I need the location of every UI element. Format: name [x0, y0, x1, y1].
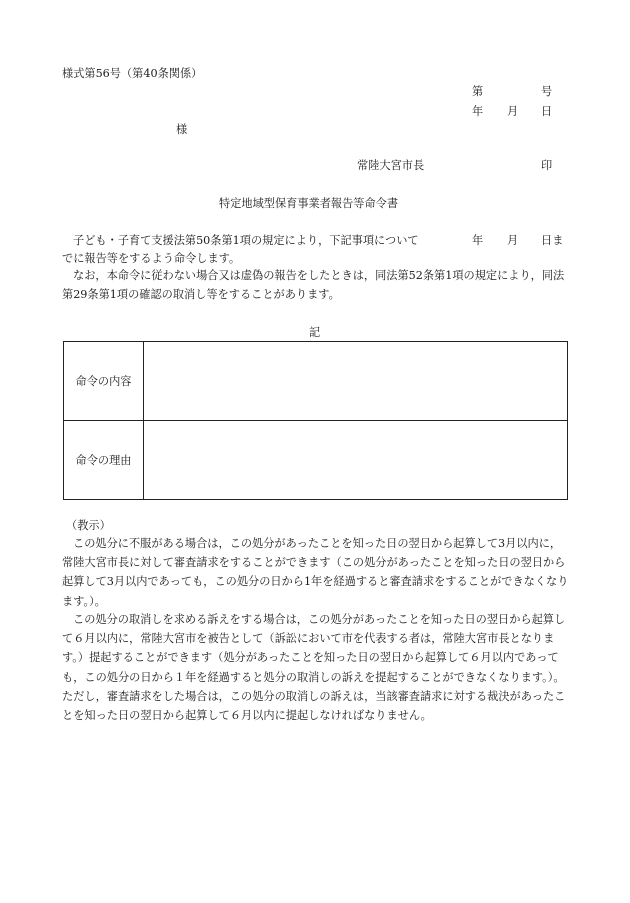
seal-mark: 印	[541, 159, 553, 172]
order-reason-label: 命令の理由	[64, 421, 144, 500]
body-paragraph-2: なお，本命令に従わない場合又は虚偽の報告をしたときは，同法第52条第1項の規定により，同法第29条第1項の確認の取消し等をすることがあります。	[62, 269, 565, 302]
issuer: 常陸大宮市長	[357, 159, 425, 172]
table-row	[64, 421, 568, 500]
document-title: 特定地域型保育事業者報告等命令書	[219, 197, 399, 210]
body-line2: でに報告等をするよう命令します。	[62, 252, 241, 265]
body-deadline-day: 日ま	[541, 234, 564, 247]
order-content-value	[144, 342, 568, 421]
notice-paragraph-1: この処分に不服がある場合は，この処分があったことを知った日の翌日から起算して3月以内に，常陸大宮市長に対して審査請求をすることができます（この処分があったことを知った日の翌日から起算して3月以内であっても，この処分の日から1年を経過すると審査請求をすることができなくなります。）。	[62, 537, 569, 608]
body-deadline-year: 年	[472, 234, 484, 247]
form-number: 様式第56号（第40条関係）	[62, 67, 203, 80]
table-row	[64, 342, 568, 421]
date-month: 月	[507, 105, 519, 118]
document-number-prefix: 第	[472, 85, 484, 98]
date-year: 年	[472, 105, 484, 118]
addressee-suffix: 様	[176, 123, 188, 136]
document-number-suffix: 号	[541, 85, 553, 98]
date-day: 日	[541, 105, 553, 118]
notice-paragraph-2: この処分の取消しを求める訴えをする場合は，この処分があったことを知った日の翌日から起算して６月以内に，常陸大宮市を被告として（訴訟において市を代表する者は，常陸大宮市長となります。）提起することができます（処分があったことを知った日の翌日から起算して６月以内であっても，この処分の日から１年を経過すると処分の取消しの訴えを提起することができなくなります。）。ただし，審査請求をした場合は，この処分の取消しの訴えは，当該審査請求に対する裁決があったことを知った日の翌日から起算して６月以内に提起しなければなりません。	[62, 613, 566, 723]
order-reason-value	[144, 421, 568, 500]
order-table	[63, 341, 568, 500]
notice-heading: （教示）	[66, 519, 111, 532]
ki-heading: 記	[309, 326, 321, 339]
order-content-label: 命令の内容	[64, 342, 144, 421]
body-deadline-month: 月	[507, 234, 519, 247]
body-line1-text: 子ども・子育て支援法第50条第1項の規定により，下記事項について	[73, 234, 419, 247]
